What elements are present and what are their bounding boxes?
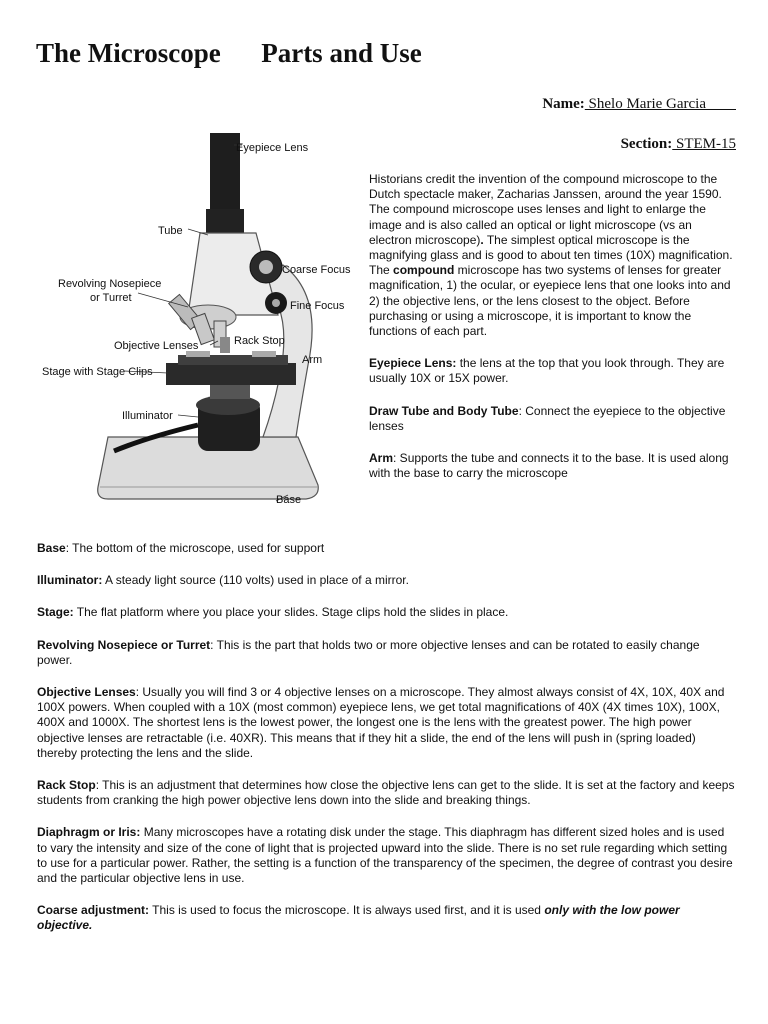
- label-tube: Tube: [158, 225, 183, 237]
- name-label: Name:: [542, 96, 585, 112]
- term-stage: Stage:: [37, 605, 74, 620]
- term-coarse: Coarse adjustment:: [37, 903, 150, 918]
- def-arm: [369, 451, 735, 481]
- def-tube: [369, 404, 735, 434]
- document-title: The Microscope Parts and Use: [36, 38, 422, 68]
- def-eyepiece: [369, 356, 735, 386]
- label-eyepiece: Eyepiece Lens: [236, 142, 309, 154]
- label-coarse-focus: Coarse Focus: [282, 264, 351, 276]
- intro-column: [369, 172, 735, 498]
- label-fine-focus: Fine Focus: [290, 300, 345, 312]
- term-base: Base: [37, 541, 66, 555]
- text-tube: : Connect the eyepiece to the objective lenses: [369, 403, 726, 433]
- def-base: [37, 541, 737, 556]
- term-rack-stop: Rack Stop: [37, 778, 96, 793]
- text-stage: The flat platform where you place your slides. Stage clips hold the slides in place.: [73, 605, 509, 620]
- text-arm: : Supports the tube and connects it to the base. It is used along with the base to carry the microscope: [369, 451, 729, 481]
- intro-dot: .: [480, 232, 484, 247]
- term-nosepiece: Revolving Nosepiece or Turret: [37, 637, 211, 652]
- label-objective: Objective Lenses: [114, 340, 199, 352]
- def-rack-stop: [37, 778, 737, 808]
- def-coarse: [37, 903, 737, 933]
- label-turret: or Turret: [90, 292, 132, 304]
- text-coarse: This is used to focus the microscope. It is always used first, and it is used: [149, 903, 545, 918]
- term-diaphragm: Diaphragm or Iris:: [37, 825, 141, 840]
- term-objective: Objective Lenses: [37, 685, 136, 700]
- label-rack-stop: Rack Stop: [234, 335, 285, 347]
- intro-text-b: The simplest optical microscope is the magnifying glass and is good to about ten times (10X) magnification. The: [369, 232, 733, 278]
- text-coarse-emphasis: only with the low power objective.: [37, 903, 680, 933]
- label-stage: Stage with Stage Clips: [42, 366, 153, 378]
- intro-text-a: Historians credit the invention of the compound microscope to the Dutch spectacle maker, Zacharias Janssen, around the year 1590. The compound microscope uses lenses and light to enlarge the image and is also called an optical or light microscope (vs an electron microscope): [369, 172, 722, 247]
- def-nosepiece: [37, 638, 737, 668]
- def-objective: [37, 685, 737, 761]
- microscope-figure: [38, 125, 368, 513]
- label-arm: Arm: [302, 354, 323, 366]
- text-eyepiece: the lens at the top that you look through. They are usually 10X or 15X power.: [369, 356, 725, 386]
- intro-compound: compound: [393, 263, 455, 278]
- section-label: Section:: [620, 136, 673, 152]
- def-illuminator: [37, 573, 737, 588]
- def-diaphragm: [37, 825, 737, 886]
- name-field: [542, 96, 736, 113]
- definitions-body: [37, 541, 737, 951]
- text-nosepiece: : This is the part that holds two or more objective lenses and can be rotated to easily change power.: [37, 637, 700, 667]
- microscope-diagram: [38, 125, 368, 513]
- text-base: : The bottom of the microscope, used for support: [65, 541, 325, 555]
- text-illuminator: A steady light source (110 volts) used in place of a mirror.: [102, 573, 409, 588]
- section-value: STEM-15: [672, 136, 736, 152]
- label-nosepiece: Revolving Nosepiece: [58, 278, 162, 290]
- section-field: [621, 136, 736, 153]
- term-illuminator: Illuminator:: [37, 573, 103, 588]
- text-diaphragm: Many microscopes have a rotating disk under the stage. This diaphragm has different sized holes and is used to vary the intensity and size of the cone of light that is projected upward into the slide. There is no set rule regarding which setting to use for a particular power. Rather, the setting is a function of the transparency of the specimen, the degree of contrast you desire and the particular objective lens in use.: [37, 825, 733, 886]
- term-eyepiece: Eyepiece Lens:: [369, 356, 457, 371]
- def-stage: [37, 605, 737, 620]
- name-value: Shelo Marie Garcia: [584, 96, 736, 112]
- intro-paragraph: [369, 172, 735, 339]
- term-tube: Draw Tube and Body Tube: [369, 403, 519, 418]
- text-objective: : Usually you will find 3 or 4 objective lenses on a microscope. They almost always consist of 4X, 10X, 40X and 100X powers. When coupled with a 10X (most common) eyepiece lens, we get total magnifications of 40X (4X times 10X), 100X, 400X and 1000X. The shortest lens is the lowest power, the longest one is the lens with the greatest power. The high power objective lenses are retractable (i.e. 40XR). This means that if they hit a slide, the end of the lens will push in (spring loaded) thereby protecting the lens and the slide.: [37, 685, 725, 760]
- intro-text-c: microscope has two systems of lenses for greater magnification, 1) the ocular, or eyepiece lens that one looks into and 2) the objective lens, or the lens closest to the object. Before purchasing or using a microscope, it is important to know the functions of each part.: [369, 263, 731, 339]
- text-rack-stop: : This is an adjustment that determines how close the objective lens can get to the slide. It is set at the factory and keeps students from cranking the high power objective lens down into the slide and breaking things.: [37, 778, 735, 808]
- label-illuminator: Illuminator: [122, 410, 173, 422]
- term-arm: Arm: [369, 451, 394, 466]
- label-base: Base: [276, 494, 302, 506]
